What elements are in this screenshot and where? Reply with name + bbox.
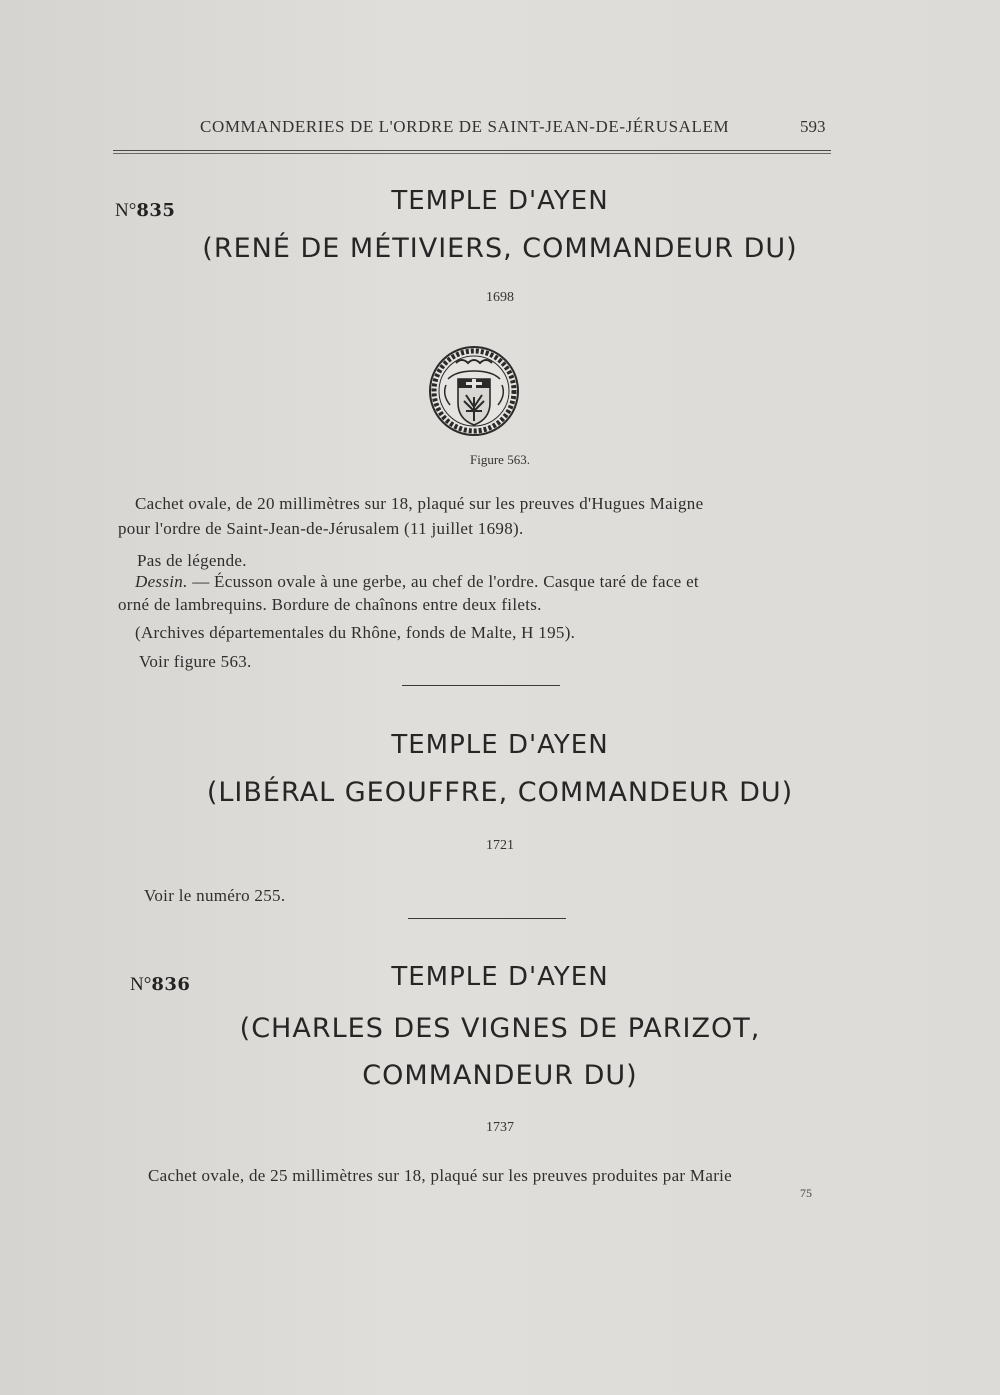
entry-835-title: TEMPLE D'AYEN: [391, 186, 609, 216]
entry-836-subtitle-line2: COMMANDEUR DU): [362, 1060, 638, 1091]
figure-caption: Figure 563.: [470, 452, 530, 467]
entry-835-desc-line2: pour l'ordre de Saint-Jean-de-Jérusalem (11 juillet 1698).: [118, 519, 524, 538]
entry-835-desc-line1: Cachet ovale, de 20 millimètres sur 18, plaqué sur les preuves d'Hugues Maigne: [135, 494, 704, 513]
entry-836-desc-line1: Cachet ovale, de 25 millimètres sur 18, plaqué sur les preuves produites par Marie: [148, 1166, 733, 1185]
entry-geouffre-year: 1721: [486, 838, 514, 853]
entry-835-legend: Pas de légende.: [137, 551, 247, 570]
entry-number-prefix: N°: [130, 974, 152, 995]
seal-cross-sheaf-icon: [428, 345, 520, 437]
entry-835-dessin-line2: orné de lambrequins. Bordure de chaînons entre deux filets.: [118, 595, 542, 614]
entry-number-value: 835: [136, 200, 176, 221]
entry-836-title: TEMPLE D'AYEN: [391, 962, 609, 992]
signature-mark: 75: [800, 1186, 812, 1200]
entry-835-year: 1698: [486, 290, 514, 305]
entry-836-subtitle-line1: (CHARLES DES VIGNES DE PARIZOT,: [239, 1013, 761, 1044]
entry-number-prefix: N°: [115, 200, 137, 221]
entry-835-archives: (Archives départementales du Rhône, fonds de Malte, H 195).: [135, 623, 576, 642]
header-rule: [113, 150, 831, 151]
running-head: COMMANDERIES DE L'ORDRE DE SAINT-JEAN-DE-JÉRUSALEM: [200, 117, 730, 136]
entry-835-dessin-line1: [135, 569, 699, 594]
entry-835-subtitle: (RENÉ DE MÉTIVIERS, COMMANDEUR DU): [202, 233, 798, 264]
dessin-text: — Écusson ovale à une gerbe, au chef de l'ordre. Casque taré de face et: [187, 572, 699, 591]
header-rule-thin: [113, 153, 831, 154]
page-number: 593: [800, 117, 826, 136]
entry-number-value: 836: [151, 974, 191, 995]
entry-geouffre-title: TEMPLE D'AYEN: [391, 730, 609, 760]
entry-835-voir: Voir figure 563.: [139, 652, 252, 671]
entry-geouffre-subtitle: (LIBÉRAL GEOUFFRE, COMMANDEUR DU): [206, 777, 794, 808]
section-separator: [402, 685, 560, 686]
section-separator: [408, 918, 566, 919]
entry-836-year: 1737: [486, 1120, 514, 1135]
entry-geouffre-voir: Voir le numéro 255.: [144, 886, 286, 905]
dessin-label: Dessin.: [135, 572, 188, 591]
